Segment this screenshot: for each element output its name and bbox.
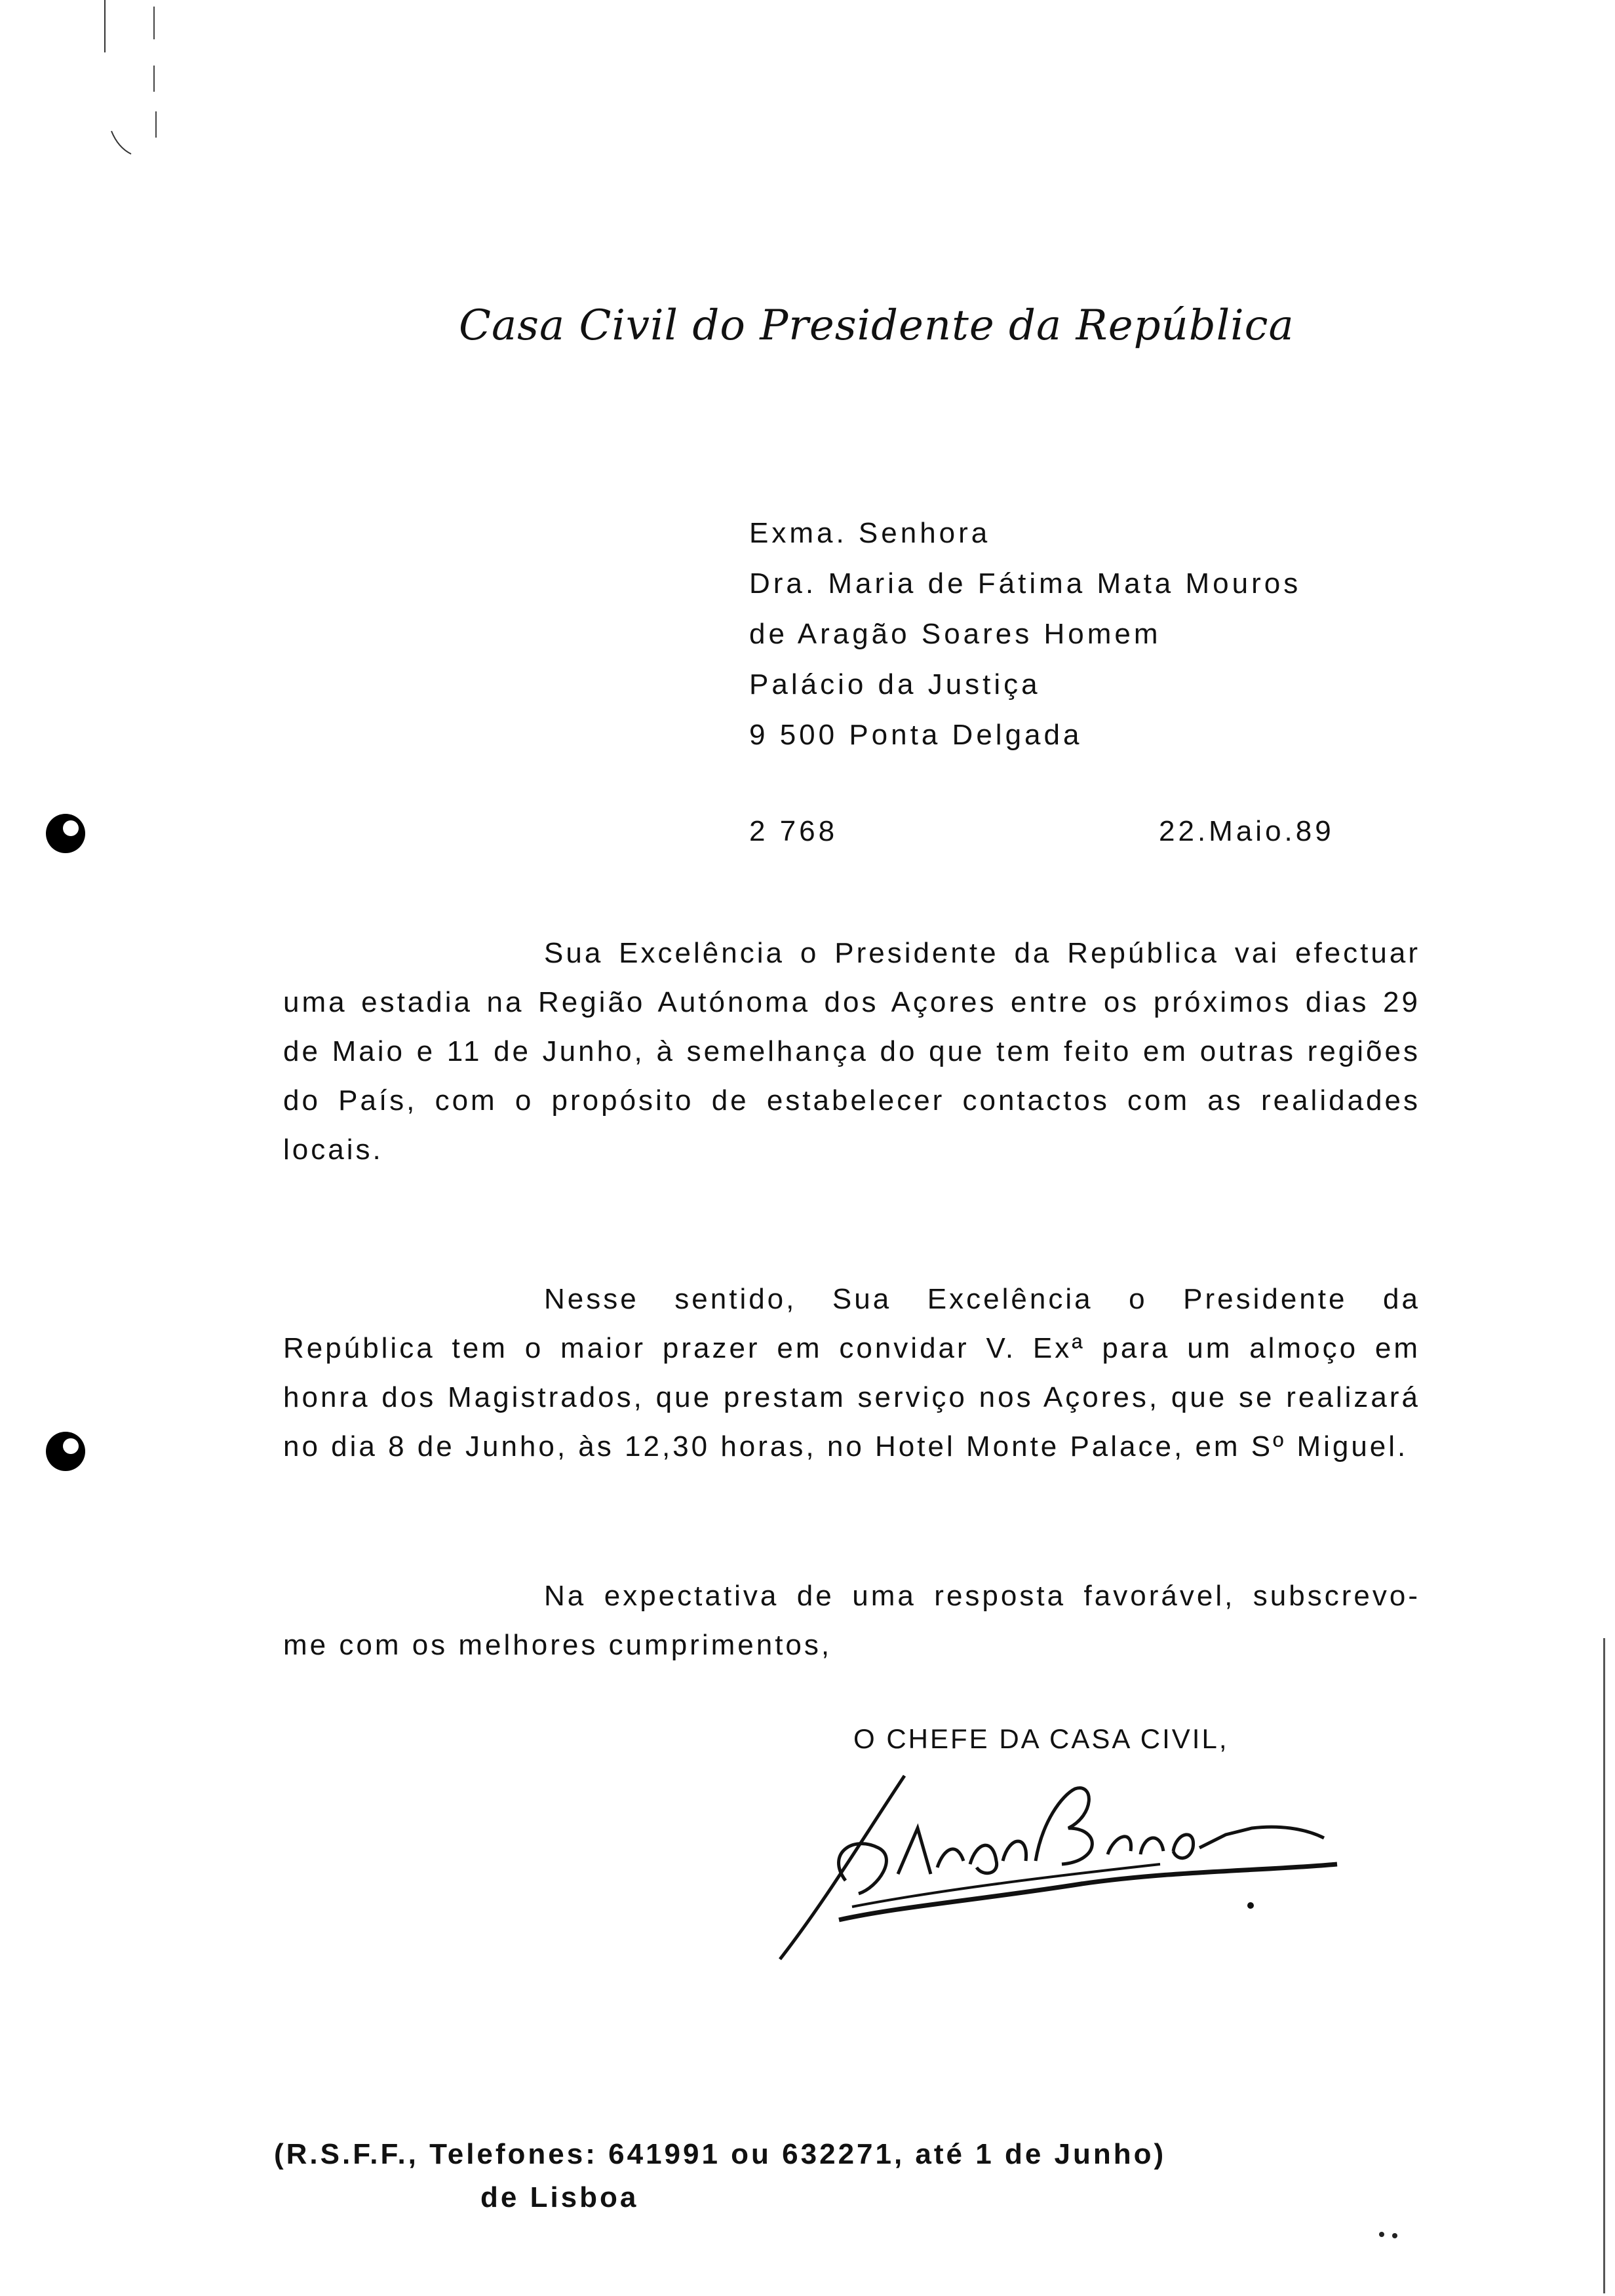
address-line: Exma. Senhora — [749, 517, 991, 549]
punch-hole-icon — [46, 814, 85, 853]
page-edge-line — [1603, 1638, 1605, 2293]
footer-line: (R.S.F.F., Telefones: 641991 ou 632271, até 1 de Junho) — [274, 2138, 1167, 2170]
address-line: de Aragão Soares Homem — [749, 618, 1161, 650]
corner-marks — [92, 0, 170, 170]
specks — [1375, 2228, 1408, 2241]
paragraph-text: Nesse sentido, Sua Excelência o Presidente da República tem o maior prazer em convidar V. Exª para um almoço em honra dos Magistrados, que prestam serviço nos Açores, que se realizará no dia 8 de Junho, às 12,30 horas, no Hotel Monte Palace, em Sº Miguel. — [283, 1283, 1420, 1463]
body-paragraph-3 — [283, 1571, 1420, 1670]
body-paragraph-2 — [283, 1274, 1420, 1471]
letterhead: Casa Civil do Presidente da República — [459, 301, 1294, 350]
address-line: 9 500 Ponta Delgada — [749, 719, 1083, 751]
footer-line: de Lisboa — [480, 2181, 639, 2213]
body-paragraph-1 — [283, 928, 1420, 1174]
signature — [767, 1756, 1357, 1972]
reference-number: 2 768 — [749, 815, 838, 847]
recipient-address — [749, 508, 1301, 760]
letter-date: 22.Maio.89 — [1159, 815, 1334, 847]
address-line: Dra. Maria de Fátima Mata Mouros — [749, 567, 1302, 600]
paragraph-text: Sua Excelência o Presidente da República vai efectuar uma estadia na Região Autónoma dos Açores entre os próximos dias 29 de Maio e 11 de Junho, à semelhança do que tem feito em outras regiões do País, com o propósito de estabelecer contactos com as realidades locais. — [283, 937, 1420, 1166]
paragraph-text: Na expectativa de uma resposta favorável, subscrevo-me com os melhores cumprimentos, — [283, 1580, 1420, 1661]
footer-note — [274, 2133, 1166, 2219]
punch-hole-icon — [46, 1432, 85, 1471]
address-line: Palácio da Justiça — [749, 668, 1041, 700]
closing-title: O CHEFE DA CASA CIVIL, — [853, 1723, 1229, 1754]
